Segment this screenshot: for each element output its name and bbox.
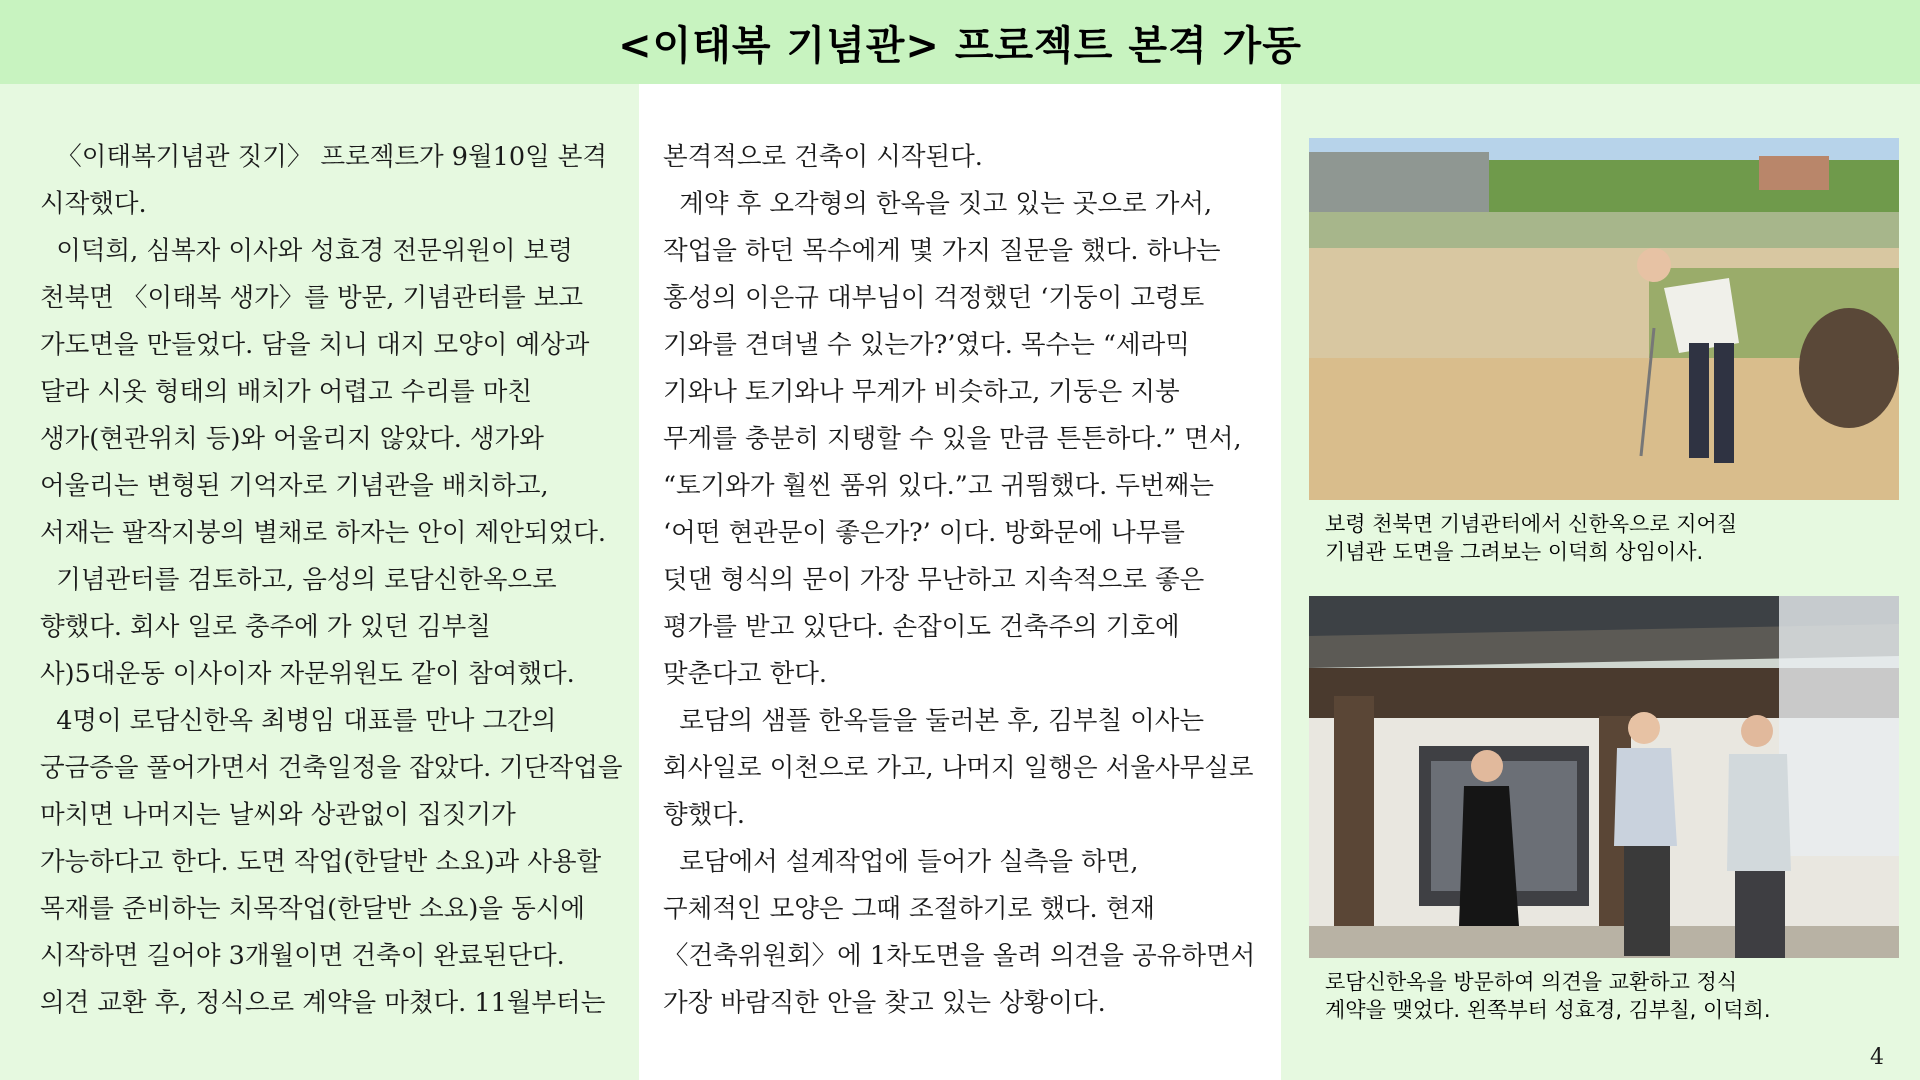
text-line: 계약 후 오각형의 한옥을 짓고 있는 곳으로 가서, [663,189,1213,219]
text-line: 서재는 팔작지붕의 별채로 하자는 안이 제안되었다. [40,518,606,548]
text-line: 이덕희, 심복자 이사와 성효경 전문위원이 보령 [40,236,573,266]
text-line: 회사일로 이천으로 가고, 나머지 일행은 서울사무실로 [663,753,1254,783]
page-number: 4 [1870,1045,1884,1070]
hanok-photo [1309,596,1899,958]
text-line: 어울리는 변형된 기억자로 기념관을 배치하고, [40,471,549,501]
photo-column [1281,84,1920,1080]
text-line: 4명이 로담신한옥 최병임 대표를 만나 그간의 [40,706,557,736]
text-line: 가장 바람직한 안을 찾고 있는 상황이다. [663,988,1106,1018]
text-line: 향했다. [663,800,746,830]
text-line: 천북면 〈이태복 생가〉를 방문, 기념관터를 보고 [40,283,584,313]
text-column-1 [0,84,639,1080]
text-line: 사)5대운동 이사이자 자문위원도 같이 참여했다. [40,659,575,689]
text-line: ‘어떤 현관문이 좋은가?’ 이다. 방화문에 나무를 [663,518,1185,548]
text-line: 향했다. 회사 일로 충주에 가 있던 김부칠 [40,612,491,642]
text-line: 시작하면 길어야 3개월이면 건축이 완료된단다. [40,941,565,971]
photo-caption-1: 보령 천북면 기념관터에서 신한옥으로 지어질 기념관 도면을 그려보는 이덕희 상임이사. [1325,512,1738,564]
text-line: 작업을 하던 목수에게 몇 가지 질문을 했다. 하나는 [663,236,1221,266]
text-line: 덧댄 형식의 문이 가장 무난하고 지속적으로 좋은 [663,565,1205,595]
text-column-2 [639,84,1281,1080]
text-line: 생가(현관위치 등)와 어울리지 않았다. 생가와 [40,424,544,454]
text-line: 가능하다고 한다. 도면 작업(한달반 소요)과 사용할 [40,847,602,877]
text-line: 본격적으로 건축이 시작된다. [663,142,983,172]
text-line: 구체적인 모양은 그때 조절하기로 했다. 현재 [663,894,1156,924]
photo-caption-2: 로담신한옥을 방문하여 의견을 교환하고 정식 계약을 맺었다. 왼쪽부터 성효경, 김부칠, 이덕희. [1325,970,1771,1022]
header-bar [0,0,1920,86]
site-photo [1309,138,1899,500]
text-line: 궁금증을 풀어가면서 건축일정을 잡았다. 기단작업을 [40,753,623,783]
text-line: 무게를 충분히 지탱할 수 있을 만큼 튼튼하다.” 면서, [663,424,1242,454]
text-line: 기와나 토기와나 무게가 비슷하고, 기둥은 지붕 [663,377,1180,407]
text-line: 의견 교환 후, 정식으로 계약을 마쳤다. 11월부터는 [40,988,606,1018]
text-line: 평가를 받고 있단다. 손잡이도 건축주의 기호에 [663,612,1180,642]
page-title: <이태복 기념관> 프로젝트 본격 가동 [618,22,1302,69]
text-line: 홍성의 이은규 대부님이 걱정했던 ‘기둥이 고령토 [663,283,1205,313]
text-line: 달라 시옷 형태의 배치가 어렵고 수리를 마친 [40,377,533,407]
text-line: 기와를 견뎌낼 수 있는가?’였다. 목수는 “세라믹 [663,330,1190,360]
text-line: 〈건축위원회〉에 1차도면을 올려 의견을 공유하면서 [663,941,1256,971]
text-line: 맞춘다고 한다. [663,659,828,689]
text-line: 기념관터를 검토하고, 음성의 로담신한옥으로 [40,565,557,595]
text-line: 로담에서 설계작업에 들어가 실측을 하면, [663,847,1139,877]
text-line: 〈이태복기념관 짓기〉 프로젝트가 9월10일 본격 [40,142,608,172]
text-line: “토기와가 훨씬 품위 있다.”고 귀띔했다. 두번째는 [663,471,1214,501]
text-line: 목재를 준비하는 치목작업(한달반 소요)을 동시에 [40,894,585,924]
text-line: 로담의 샘플 한옥들을 둘러본 후, 김부칠 이사는 [663,706,1204,736]
text-line: 가도면을 만들었다. 담을 치니 대지 모양이 예상과 [40,330,590,360]
text-line: 시작했다. [40,189,147,219]
text-line: 마치면 나머지는 날씨와 상관없이 집짓기가 [40,800,516,830]
